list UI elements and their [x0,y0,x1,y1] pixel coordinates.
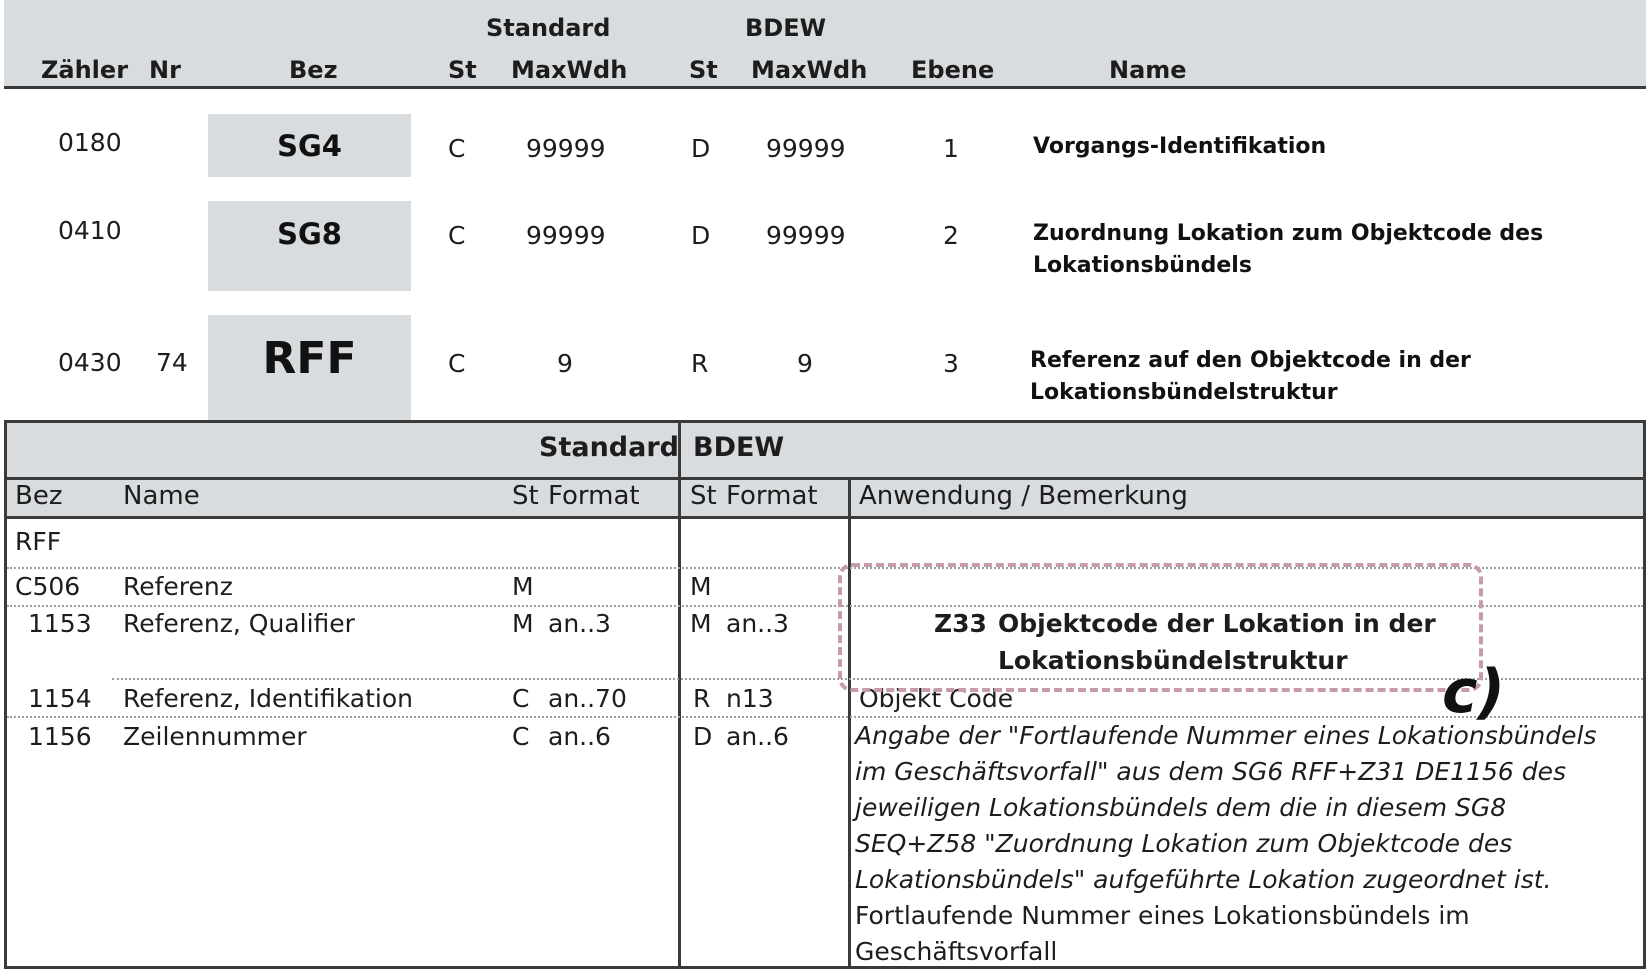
row-name: Referenz, Identifikation [123,684,413,713]
note-line: Geschäftsvorfall [855,937,1058,966]
header-nr: Nr [149,56,181,84]
row-name: Zeilennummer [123,722,307,751]
segment-name-line2: Lokationsbündels [1033,253,1252,278]
row-bdew-format: an..3 [726,609,789,638]
callout-label: c) [1442,657,1505,727]
qualifier-code: Z33 [934,609,987,638]
segment-bdew-st: D [691,221,711,250]
col-bdew-st: St [690,481,717,511]
row-bdew-st: M [690,572,712,601]
column-header-divider [7,516,1643,519]
table-group-bdew: BDEW [693,432,785,463]
header-maxwdh-bdew: MaxWdh [751,56,868,84]
row-st: C [512,684,530,713]
row-bdew-st: D [693,722,713,751]
note-line: Angabe der "Fortlaufende Nummer eines Lokationsbündels [855,721,1597,750]
segment-bdew-maxwdh: 9 [797,349,813,378]
row-bez: 1153 [28,609,92,638]
row-st: C [512,722,530,751]
col-bez: Bez [15,481,63,511]
note-line: Lokationsbündels" aufgeführte Lokation zugeordnet ist. [855,865,1552,894]
identifikation-note: Objekt Code [859,684,1014,713]
zeilennummer-note [855,718,1597,970]
segment-bez-box: SG8 [208,201,411,291]
segment-bdew-maxwdh: 99999 [766,134,846,163]
row-name: Referenz, Qualifier [123,609,355,638]
segment-zaehler: 0180 [58,128,122,157]
segment-st: C [448,349,466,378]
segment-maxwdh: 99999 [526,134,606,163]
qualifier-text-line1: Objektcode der Lokation in der [998,609,1436,638]
segment-ebene: 2 [943,221,959,250]
row-bdew-st: R [693,684,711,713]
header-name: Name [1109,56,1187,84]
header-maxwdh-standard: MaxWdh [511,56,628,84]
row-name: Referenz [123,572,233,601]
row-bdew-format: an..6 [726,722,789,751]
col-name: Name [123,481,200,511]
table-group-standard: Standard [539,432,679,463]
note-line: Fortlaufende Nummer eines Lokationsbündels im [855,901,1470,930]
segment-st: C [448,134,466,163]
segment-name-line1: Vorgangs-Identifikation [1033,134,1327,159]
group-header-divider [7,477,1643,480]
segment-bdew-st: D [691,134,711,163]
bdew-anwendung-divider [848,480,851,966]
row-bez: 1154 [28,684,92,713]
segment-label: RFF [15,527,62,556]
segment-bez-box: RFF [208,315,411,420]
segment-name-line1: Zuordnung Lokation zum Objektcode des [1033,221,1544,246]
header-zaehler: Zähler [41,56,129,84]
segment-maxwdh: 99999 [526,221,606,250]
segment-name-line2: Lokationsbündelstruktur [1030,380,1338,405]
col-format: Format [548,481,640,511]
header-st-bdew: St [689,56,718,84]
segment-zaehler: 0410 [58,216,122,245]
note-line: SEQ+Z58 "Zuordnung Lokation zum Objektcode des [855,829,1513,858]
header-bez: Bez [289,56,338,84]
segment-maxwdh: 9 [557,349,573,378]
column-header-band [7,480,1643,516]
row-bez: C506 [15,572,81,601]
group-header-band [7,423,1643,477]
note-line: im Geschäftsvorfall" aus dem SG6 RFF+Z31 DE1156 des [855,757,1567,786]
row-bdew-st: M [690,609,712,638]
segment-name-line1: Referenz auf den Objektcode in der [1030,348,1471,373]
highlight-box [838,563,1483,692]
segment-ebene: 1 [943,134,959,163]
header-group-standard: Standard [486,14,611,42]
row-format: an..6 [548,722,611,751]
segment-nr: 74 [156,348,188,377]
row-format: an..70 [548,684,627,713]
segment-bdew-st: R [691,349,709,378]
row-bez: 1156 [28,722,92,751]
standard-bdew-divider [678,423,681,966]
col-bdew-format: Format [726,481,818,511]
header-ebene: Ebene [911,56,995,84]
segment-bez-box: SG4 [208,114,411,177]
note-line: jeweiligen Lokationsbündels dem die in diesem SG8 [855,793,1507,822]
header-st-standard: St [448,56,477,84]
segment-st: C [448,221,466,250]
col-anwendung: Anwendung / Bemerkung [859,481,1188,511]
row-format: an..3 [548,609,611,638]
row-bdew-format: n13 [726,684,774,713]
row-st: M [512,609,534,638]
col-st: St [512,481,539,511]
row-st: M [512,572,534,601]
segment-bdew-maxwdh: 99999 [766,221,846,250]
qualifier-text-line2: Lokationsbündelstruktur [998,646,1348,675]
segment-zaehler: 0430 [58,348,122,377]
header-group-bdew: BDEW [745,14,827,42]
segment-ebene: 3 [943,349,959,378]
